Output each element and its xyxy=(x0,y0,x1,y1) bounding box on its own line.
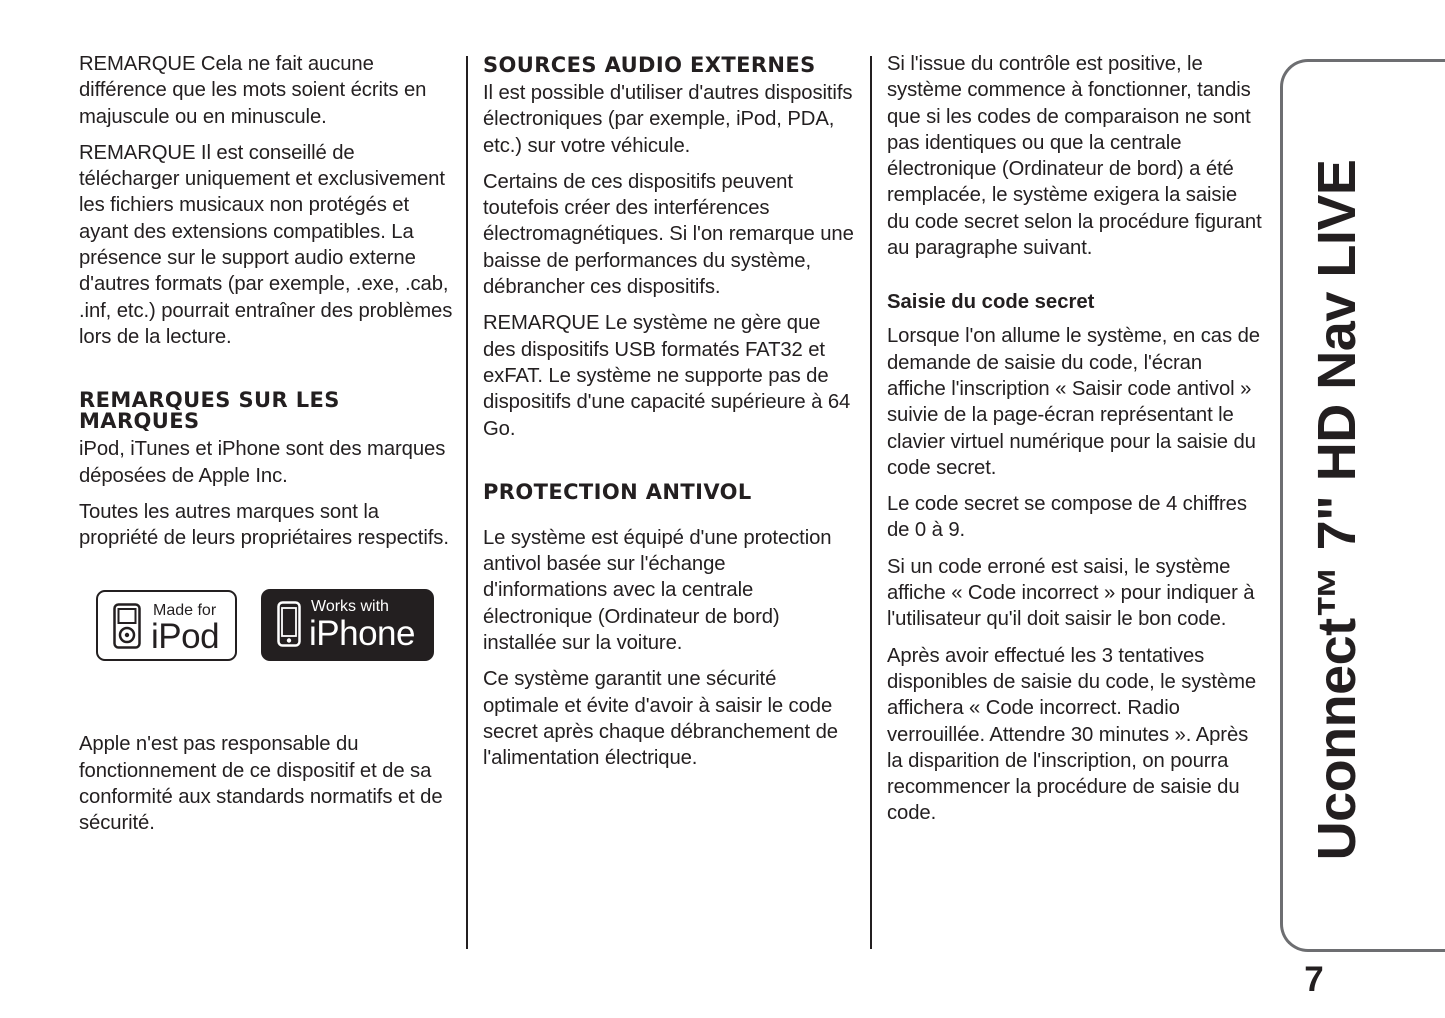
heading-external-sources: SOURCES AUDIO EXTERNES xyxy=(483,53,816,77)
interference-note: Certains de ces dispositifs peuvent toutefois créer des interférences électromagnétiques. Si l'on remarque une baisse de performances du système, débrancher ces dispositifs. xyxy=(483,170,854,299)
control-result: Si l'issue du contrôle est positive, le système commence à fonctionner, tandis que si les codes de comparaison ne sont pas identiques ou que la centrale électronique (Ordinateur de bord) a été remplacée, le système exigera la saisie du code secret selon la procédure figurant au paragraphe suivant. xyxy=(887,53,1262,260)
column-divider-1 xyxy=(466,56,468,949)
iphone-label: iPhone xyxy=(309,614,415,654)
subheading-secret-code: Saisie du code secret xyxy=(887,291,1095,314)
works-with-label: Works with xyxy=(311,598,389,616)
iphone-icon xyxy=(277,601,301,647)
made-for-ipod-badge xyxy=(96,590,237,661)
trademark-others: Toutes les autres marques sont la propriété de leurs propriétaires respectifs. xyxy=(79,500,449,550)
heading-trademarks: REMARQUES SUR LES MARQUES xyxy=(79,388,340,434)
remark-music-files: REMARQUE Il est conseillé de télécharger uniquement et exclusivement les fichiers musicaux non protégés et ayant des extensions compatibles. La présence sur le support audio externe d'autres formats (par exemple, .exe, .cab, .inf, etc.) pourrait entraîner des problèmes lors de la lecture. xyxy=(79,141,453,348)
remark-case-insensitive: REMARQUE Cela ne fait aucune différence que les mots soient écrits en majuscule ou en minuscule. xyxy=(79,53,427,128)
works-with-iphone-badge xyxy=(261,589,434,661)
made-for-label: Made for xyxy=(153,602,217,620)
page-number: 7 xyxy=(1304,960,1324,999)
trademark-apple: iPod, iTunes et iPhone sont des marques déposées de Apple Inc. xyxy=(79,438,446,487)
chapter-title: Uconnect™ 7" HD Nav LIVE xyxy=(1307,159,1367,861)
wrong-code: Si un code erroné est saisi, le système affiche « Code incorrect » pour indiquer à l'utilisateur qu'il doit saisir le bon code. xyxy=(887,555,1255,631)
ipod-icon xyxy=(113,603,141,649)
column-right xyxy=(887,50,1262,837)
usb-format-remark: REMARQUE Le système ne gère que des dispositifs USB formatés FAT32 et exFAT. Le système ne supporte pas de dispositifs d'une capacité supérieure à 64 Go. xyxy=(483,312,851,440)
apple-disclaimer: Apple n'est pas responsable du fonctionnement de ce dispositif et de sa conformité aux standards normatifs et de sécurité. xyxy=(79,733,443,835)
code-entry-prompt: Lorsque l'on allume le système, en cas de demande de saisie du code, l'écran affiche l'inscription « Saisir code antivol » suivie de la page-écran représentant le clavier virtuel numérique pour la saisie du code secret. xyxy=(887,325,1260,479)
ipod-label: iPod xyxy=(151,617,220,657)
code-composition: Le code secret se compose de 4 chiffres de 0 à 9. xyxy=(887,493,1247,542)
antitheft-description: Le système est équipé d'une protection antivol basée sur l'échange d'informations avec la centrale électronique (Ordinateur de bord) installée sur la voiture. xyxy=(483,526,832,655)
apple-logos xyxy=(79,577,454,727)
external-devices-intro: Il est possible d'utiliser d'autres dispositifs électroniques (par exemple, iPod, PDA, etc.) sur votre véhicule. xyxy=(483,82,853,157)
column-middle xyxy=(483,50,855,782)
radio-locked: Après avoir effectué les 3 tentatives disponibles de saisie du code, le système affichera « Code incorrect. Radio verrouillée. Attendre 30 minutes ». Après la disparition de l'inscription, on pourra recommencer la procédure de saisie du code. xyxy=(887,644,1257,825)
column-divider-2 xyxy=(870,56,872,949)
antitheft-security: Ce système garantit une sécurité optimale et évite d'avoir à saisir le code secret après chaque débranchement de l'alimentation électrique. xyxy=(483,668,838,770)
column-left xyxy=(79,50,454,847)
heading-antitheft: PROTECTION ANTIVOL xyxy=(483,479,752,504)
